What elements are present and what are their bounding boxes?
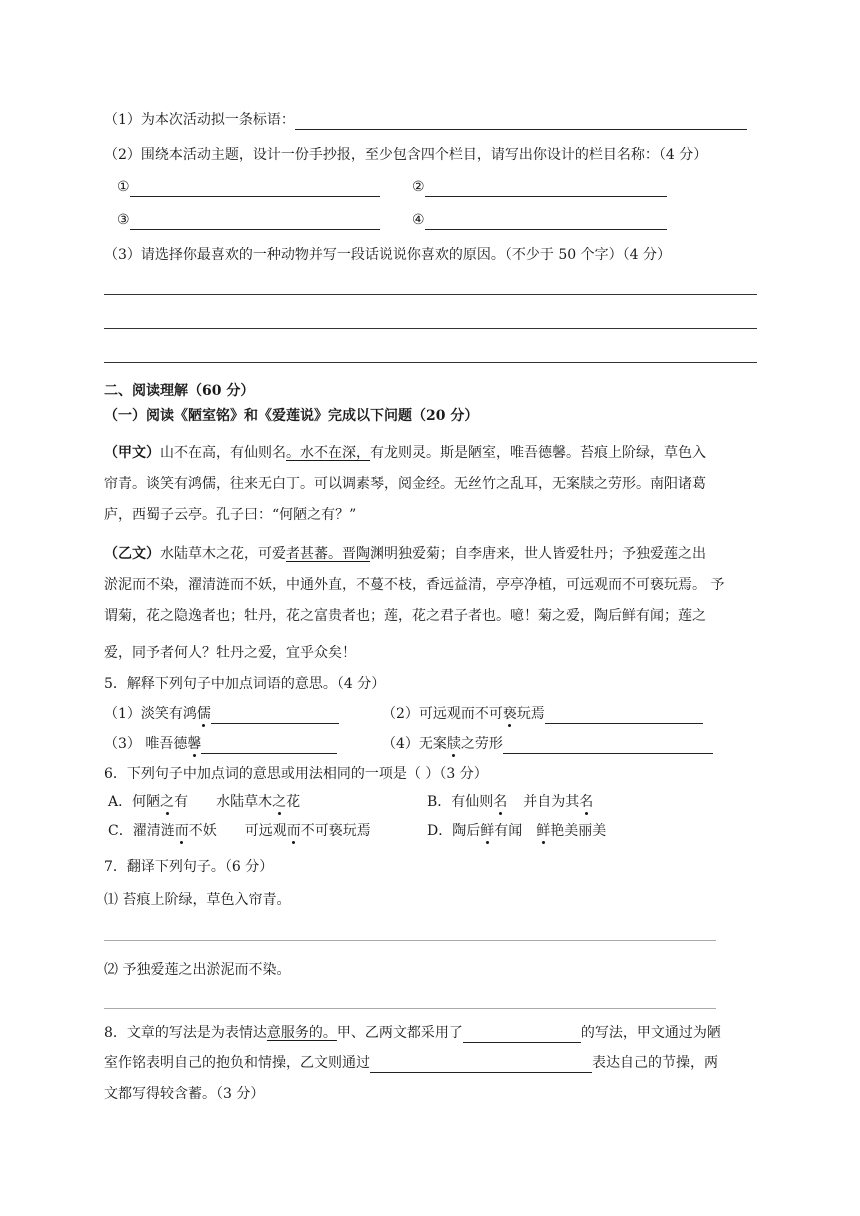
q5-item-text: 之劳形 — [460, 736, 503, 752]
dotted-word: 牍 — [446, 736, 461, 752]
answer-line-3[interactable] — [104, 362, 757, 363]
q5-stem: 5．解释下列句子中加点词语的意思。（4 分） — [104, 676, 386, 692]
q8-line-3: 文都写得较含蓄。（3 分） — [104, 1086, 265, 1102]
q8-text: 甲、乙两文都采用了 — [336, 1025, 463, 1041]
column-3 — [117, 210, 380, 230]
q5-blank-2[interactable] — [545, 707, 703, 724]
yi-text: 渊明独爱菊；自李唐来，世人皆爱牡丹；予独爱莲之出 — [370, 546, 706, 562]
q8-line-1 — [104, 1023, 721, 1043]
q6-option-text: 可远观 — [244, 823, 287, 839]
q6-option-d[interactable] — [427, 821, 606, 841]
q6-option-text: 并自为其 — [523, 794, 580, 810]
q5-item-text: 玩焉 — [516, 706, 545, 722]
subsection-title: （一）阅读《陋室铭》和《爱莲说》完成以下问题（20 分） — [104, 408, 479, 424]
jia-line-3: 庐，西蜀子云亭。孔子曰：“何陋之有？” — [104, 507, 357, 523]
dotted-word: 名 — [493, 794, 508, 810]
dotted-word: 而 — [286, 823, 301, 839]
yi-line-3: 谓菊，花之隐逸者也；牡丹，花之富贵者也；莲，花之君子者也。噫！菊之爱，陶后鲜有闻；莲之 — [104, 608, 706, 624]
column-1-marker: ① — [117, 179, 130, 195]
yi-label: （乙文） — [104, 546, 160, 562]
column-2-blank[interactable] — [425, 180, 667, 197]
jia-underlined: 。水不在深， — [286, 445, 370, 461]
dotted-word: 儒 — [196, 706, 211, 722]
dotted-word: 鲜 — [480, 823, 495, 839]
q6-option-c[interactable] — [108, 821, 371, 841]
dotted-word: 鲜 — [536, 823, 551, 839]
q7-answer-line-2[interactable] — [104, 1008, 716, 1009]
dotted-word: 之 — [160, 794, 175, 810]
q6-option-text: 花 — [286, 794, 301, 810]
q8-text: 室作铭表明自己的抱负和情操，乙文则通过 — [104, 1055, 370, 1071]
q7-sentence-1: ⑴ 苔痕上阶绿，草色入帘青。 — [104, 892, 291, 908]
column-4-marker: ④ — [412, 212, 425, 228]
q6-option-text: B．有仙则 — [427, 794, 494, 810]
dotted-word: 之 — [272, 794, 287, 810]
yi-line-1 — [104, 544, 706, 564]
q7-answer-line-1[interactable] — [104, 940, 716, 941]
q6-option-text: 不妖 — [188, 823, 217, 839]
column-1-blank[interactable] — [130, 180, 380, 197]
q8-text: 的写法，甲文通过为陋 — [580, 1025, 721, 1041]
q8-blank-1[interactable] — [463, 1026, 581, 1043]
yi-line-2: 淤泥而不染，濯清涟而不妖，中通外直，不蔓不枝，香远益清，亭亭净植，可远观而不可亵玩焉。 予 — [104, 577, 725, 593]
q5-item-text: （3） 唯吾德 — [104, 736, 188, 752]
question-slogan — [104, 110, 747, 130]
slogan-answer-blank[interactable] — [295, 113, 747, 130]
jia-text: 有龙则灵。斯是陋室，唯吾德馨。苔痕上阶绿，草色入 — [370, 445, 706, 461]
q8-text: 8．文章的写法是为表情达 — [104, 1025, 267, 1041]
q6-option-text: 不可亵玩焉 — [300, 823, 371, 839]
column-1 — [117, 177, 380, 197]
q8-underlined: 意服务的。 — [266, 1025, 337, 1041]
q6-stem: 6．下列句子中加点词的意思或用法相同的一项是（ ）（3 分） — [104, 766, 488, 782]
dotted-word: 而 — [174, 823, 189, 839]
q8-blank-2[interactable] — [370, 1056, 592, 1073]
column-4-blank[interactable] — [425, 213, 667, 230]
q6-option-text: 有闻 — [494, 823, 523, 839]
answer-line-1[interactable] — [104, 294, 757, 295]
section-title: 二、阅读理解（60 分） — [104, 383, 255, 399]
q5-blank-1[interactable] — [211, 707, 339, 724]
q5-item-text: （4）无案 — [382, 736, 447, 752]
q5-item-text: （1）淡笑有鸿 — [104, 706, 197, 722]
q6-option-b[interactable] — [427, 792, 593, 812]
q6-option-text: C．濯清涟 — [108, 823, 175, 839]
column-4 — [412, 210, 667, 230]
jia-line-1 — [104, 443, 706, 463]
q6-option-text: 有 — [174, 794, 189, 810]
q6-option-a[interactable] — [108, 792, 300, 812]
q5-item-4 — [382, 734, 713, 754]
column-2 — [412, 177, 667, 197]
dotted-word: 馨 — [187, 736, 202, 752]
q7-sentence-2: ⑵ 予独爱莲之出淤泥而不染。 — [104, 962, 291, 978]
answer-line-2[interactable] — [104, 328, 757, 329]
q7-stem: 7．翻译下列句子。（6 分） — [104, 859, 274, 875]
jia-label: （甲文） — [104, 445, 160, 461]
q5-blank-3[interactable] — [201, 737, 337, 754]
q8-text: 表达自己的节操，两 — [592, 1055, 718, 1071]
question-slogan-text: （1）为本次活动拟一条标语： — [104, 112, 295, 128]
q8-line-2 — [104, 1053, 718, 1073]
q5-blank-4[interactable] — [503, 737, 713, 754]
jia-line-2: 帘青。谈笑有鸿儒，往来无白丁。可以调素琴，阅金经。无丝竹之乱耳，无案牍之劳形。南阳诸葛 — [104, 476, 706, 492]
q6-option-text: A．何陋 — [108, 794, 161, 810]
yi-text: 水陆草木之花，可爱 — [160, 546, 286, 562]
dotted-word: 名 — [579, 794, 594, 810]
q5-item-1 — [104, 704, 339, 724]
dotted-word: 亵 — [502, 706, 517, 722]
q6-option-text: 水陆草木 — [216, 794, 273, 810]
jia-text: 山不在高，有仙则名 — [160, 445, 286, 461]
q6-option-text: 艳美丽美 — [550, 823, 607, 839]
q5-item-3 — [104, 734, 337, 754]
question-animal: （3）请选择你最喜欢的一种动物并写一段话说说你喜欢的原因。（不少于 50 个字）（4 分） — [104, 247, 671, 263]
q6-option-text: D．陶后 — [427, 823, 481, 839]
yi-line-4: 爱，同予者何人？牡丹之爱，宜乎众矣！ — [104, 645, 356, 661]
q5-item-2 — [382, 704, 703, 724]
column-3-marker: ③ — [117, 212, 130, 228]
q5-item-text: （2）可远观而不可 — [382, 706, 503, 722]
column-2-marker: ② — [412, 179, 425, 195]
column-3-blank[interactable] — [130, 213, 380, 230]
question-newspaper: （2）围绕本活动主题，设计一份手抄报，至少包含四个栏目，请写出你设计的栏目名称：（4 分） — [104, 147, 708, 163]
yi-underlined: 者甚蕃。晋陶 — [286, 546, 370, 562]
